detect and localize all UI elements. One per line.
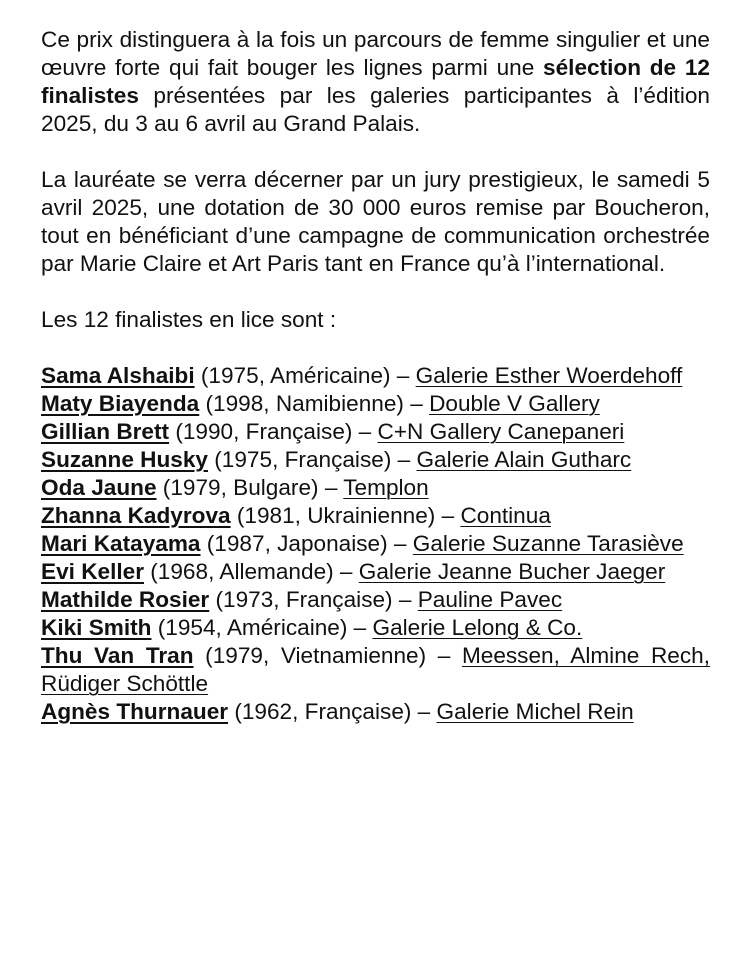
paragraph-spacer <box>41 138 710 166</box>
artist-name-link[interactable]: Maty Biayenda <box>41 391 200 416</box>
gallery-link[interactable]: Double V Gallery <box>429 391 600 416</box>
gallery-link[interactable]: Meessen, Almine Rech, Rüdiger Schöttle <box>41 643 710 696</box>
paragraph-spacer <box>41 278 710 306</box>
artist-name-link[interactable]: Suzanne Husky <box>41 447 208 472</box>
finalist-item <box>41 446 710 474</box>
intro-text-start: Ce prix distinguera à la fois un parcours de femme singulier et une œuvre forte qui fait bouger les lignes parmi une <box>41 27 710 80</box>
gallery-link[interactable]: Galerie Suzanne Tarasiève <box>412 531 684 556</box>
finalist-item <box>41 558 710 586</box>
finalist-item <box>41 642 710 698</box>
artist-name-link[interactable]: Evi Keller <box>41 559 144 584</box>
artist-name-link[interactable]: Agnès Thurnauer <box>41 699 229 724</box>
finalists-heading: Les 12 finalistes en lice sont : <box>41 307 337 332</box>
gallery-link[interactable]: Pauline Pavec <box>417 587 563 612</box>
artist-details: (1975, Française) – <box>208 447 417 472</box>
gallery-link[interactable]: Galerie Esther Woerdehoff <box>415 363 683 388</box>
document-body <box>41 26 710 726</box>
finalist-item <box>41 474 710 502</box>
intro-text-end: présentées par les galeries participantes à l’édition 2025, du 3 au 6 avril au Grand Palais. <box>41 83 710 136</box>
artist-name-link[interactable]: Thu Van Tran <box>41 643 194 668</box>
finalist-item <box>41 530 710 558</box>
artist-details: (1962, Française) – <box>228 699 437 724</box>
finalists-count-highlight: sélection de 12 finalistes <box>41 55 710 108</box>
artist-details: (1990, Française) – <box>169 419 378 444</box>
artist-name-link[interactable]: Mathilde Rosier <box>41 587 210 612</box>
gallery-link[interactable]: Galerie Alain Gutharc <box>416 447 632 472</box>
finalist-item <box>41 390 710 418</box>
artist-details: (1987, Japonaise) – <box>200 531 413 556</box>
artist-name-link[interactable]: Zhanna Kadyrova <box>41 503 231 528</box>
gallery-link[interactable]: Galerie Michel Rein <box>436 699 634 724</box>
gallery-link[interactable]: Galerie Jeanne Bucher Jaeger <box>358 559 666 584</box>
finalist-item <box>41 502 710 530</box>
artist-details: (1981, Ukrainienne) – <box>230 503 461 528</box>
prize-paragraph: La lauréate se verra décerner par un jury prestigieux, le samedi 5 avril 2025, une dotation de 30 000 euros remise par Boucheron, tout en bénéficiant d’une campagne de communication orchestrée par Marie Claire et Art Paris tant en France qu’à l’international. <box>41 167 710 276</box>
artist-details: (1968, Allemande) – <box>144 559 359 584</box>
artist-details: (1979, Bulgare) – <box>156 475 344 500</box>
finalist-item <box>41 586 710 614</box>
artist-name-link[interactable]: Mari Katayama <box>41 531 201 556</box>
intro-paragraph <box>41 26 710 138</box>
finalist-item <box>41 418 710 446</box>
artist-details: (1954, Américaine) – <box>151 615 373 640</box>
finalist-item <box>41 698 710 726</box>
artist-name-link[interactable]: Sama Alshaibi <box>41 363 195 388</box>
artist-details: (1973, Française) – <box>209 587 418 612</box>
artist-name-link[interactable]: Gillian Brett <box>41 419 170 444</box>
paragraph-spacer <box>41 334 710 362</box>
artist-name-link[interactable]: Kiki Smith <box>41 615 152 640</box>
gallery-link[interactable]: C+N Gallery Canepaneri <box>377 419 625 444</box>
artist-details: (1998, Namibienne) – <box>199 391 430 416</box>
gallery-link[interactable]: Templon <box>343 475 429 500</box>
artist-details: (1975, Américaine) – <box>194 363 416 388</box>
artist-details: (1979, Vietnamienne) – <box>193 643 462 668</box>
gallery-link[interactable]: Continua <box>460 503 551 528</box>
finalists-list <box>41 362 710 726</box>
artist-name-link[interactable]: Oda Jaune <box>41 475 157 500</box>
finalist-item <box>41 362 710 390</box>
gallery-link[interactable]: Galerie Lelong & Co. <box>372 615 583 640</box>
finalist-item <box>41 614 710 642</box>
